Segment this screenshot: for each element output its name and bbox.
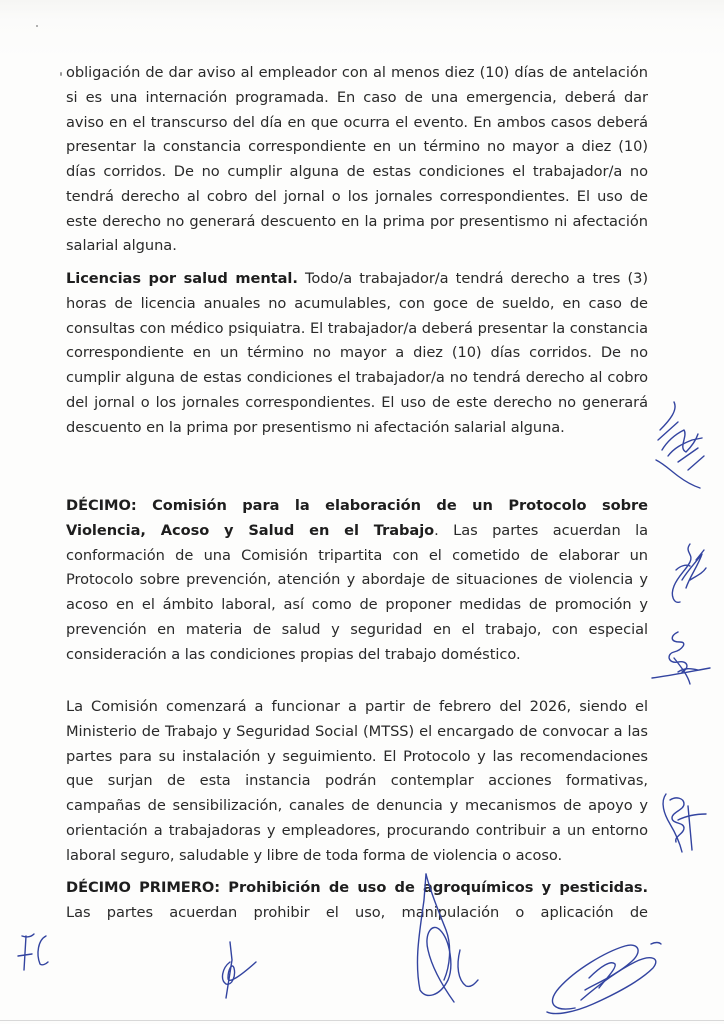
clause-heading: DÉCIMO PRIMERO: Prohibición de uso de agroquímicos y pesticidas. [66,879,648,896]
clause-heading: DÉCIMO: Comisión para la elaboración de un Protocolo sobre Violencia, Acoso y Salud en el Trabajo [66,497,648,539]
paragraph-sick-leave-notice [66,61,648,259]
section-heading: Licencias por salud mental. [66,270,298,287]
paragraph-mental-health-leave [66,267,648,440]
paragraph-text: . Las partes acuerdan la conformación de una Comisión tripartita con el cometido de elaborar un Protocolo sobre prevención, atención y abordaje de situaciones de violencia y acoso en el ámbito laboral, así como de proponer medidas de promoción y prevención en materia de salud y seguridad en el trabajo, con especial consideración a las condiciones propias del trabajo doméstico. [66,521,648,663]
signature-margin-1 [648,400,724,490]
paragraph-text: obligación de dar aviso al empleador con al menos diez (10) días de antelación si es una internación programada. En caso de una emergencia, deberá dar aviso en el transcurso del día en que ocurra el evento. En ambos casos deberá presentar la constancia correspondiente en un término no mayor a diez (10) días corridos. De no cumplir alguna de estas condiciones el trabajador/a no tendrá derecho al cobro del jornal o los jornales correspondientes. El uso de este derecho no generará descuento en la prima por presentismo ni afectación salarial alguna. [66,64,648,255]
signature-bottom-1 [210,940,260,1002]
page-bottom-edge [0,1020,724,1021]
clause-decimo [66,494,648,667]
signature-bottom-3 [515,938,665,1018]
paragraph-text: Las partes acuerdan prohibir el uso, manipulación o aplicación de [66,903,648,921]
signature-margin-3 [648,628,724,688]
paragraph-commission-details [66,695,648,868]
scan-speck [60,72,62,76]
paragraph-text: Todo/a trabajador/a tendrá derecho a tres (3) horas de licencia anuales no acumulables, con goce de sueldo, en caso de consultas con médico psiquiatra. El trabajador/a deberá presentar la constancia correspondiente en un término no mayor a diez (10) días corridos. De no cumplir alguna de estas condiciones el trabajador/a no tendrá derecho al cobro del jornal o los jornales correspondientes. El uso de este derecho no generará descuento en la prima por presentismo ni afectación salarial alguna. [66,270,648,436]
signature-margin-4 [656,790,724,860]
clause-decimo-primero [66,876,648,926]
scan-speck [36,25,38,27]
paragraph-text: La Comisión comenzará a funcionar a partir de febrero del 2026, siendo el Ministerio de Trabajo y Seguridad Social (MTSS) el encargado de convocar a las partes para su instalación y seguimiento. El Protocolo y las recomendaciones que surjan de esta instancia podrán contemplar acciones formativas, campañas de sensibilización, canales de denuncia y mecanismos de apoyo y orientación a trabajadoras y empleadores, procurando contribuir a un entorno laboral seguro, saludable y libre de toda forma de violencia o acoso. [66,698,648,864]
initials-bottom-left [16,932,52,976]
signature-bottom-2 [410,870,490,1010]
signature-margin-2 [660,540,724,610]
